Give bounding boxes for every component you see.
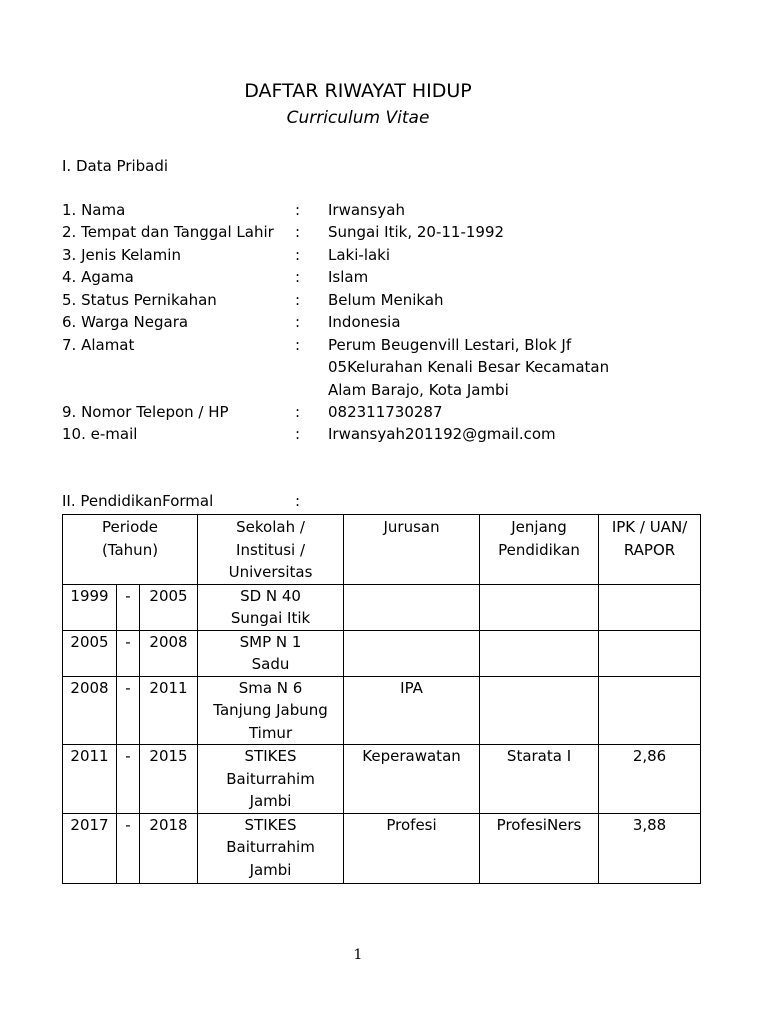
field-label: 5. Status Pernikahan (62, 291, 217, 309)
document-subtitle: Curriculum Vitae (286, 108, 430, 128)
cell-level (480, 630, 599, 676)
cell-start-year: 2005 (63, 630, 117, 676)
field-value-line3: Alam Barajo, Kota Jambi (328, 381, 509, 399)
cell-major: Profesi (344, 813, 480, 883)
cell-major: Keperawatan (344, 745, 480, 814)
cell-dash: - (117, 584, 140, 630)
cell-score: 3,88 (599, 813, 701, 883)
cell-school-line2: Sadu (251, 655, 290, 673)
cell-level (480, 676, 599, 745)
cell-dash: - (117, 676, 140, 745)
cell-major (344, 630, 480, 676)
section-heading-data-pribadi: I. Data Pribadi (62, 157, 169, 175)
cell-start-year: 2011 (63, 745, 117, 814)
cell-start-year: 2017 (63, 813, 117, 883)
field-colon: : (295, 403, 301, 421)
section-heading-colon: : (295, 492, 301, 510)
field-colon: : (295, 291, 301, 309)
table-row (63, 630, 701, 676)
document-title: DAFTAR RIWAYAT HIDUP (244, 80, 472, 102)
cell-end-year: 2005 (140, 584, 198, 630)
field-value: Irwansyah201192@gmail.com (328, 425, 556, 443)
header-sekolah-line3: Universitas (228, 563, 313, 581)
cell-start-year: 2008 (63, 676, 117, 745)
field-colon: : (295, 268, 301, 286)
cell-level: ProfesiNers (480, 813, 599, 883)
cell-school (198, 630, 344, 676)
page-number: 1 (353, 947, 363, 963)
cell-level (480, 584, 599, 630)
field-label: 2. Tempat dan Tanggal Lahir (62, 223, 274, 241)
field-label: 7. Alamat (62, 336, 135, 354)
header-periode-line1: Periode (102, 518, 159, 536)
field-value: Laki-laki (328, 246, 391, 264)
field-colon: : (295, 313, 301, 331)
cell-school-line2: Tanjung Jabung (213, 701, 328, 719)
field-colon: : (295, 246, 301, 264)
field-label: 1. Nama (62, 201, 126, 219)
field-value: Perum Beugenvill Lestari, Blok Jf (328, 336, 572, 354)
cell-school-line3: Timur (248, 723, 293, 742)
cell-dash: - (117, 745, 140, 814)
cell-school-line2: Baiturrahim (226, 769, 315, 788)
field-colon: : (295, 201, 301, 219)
field-value: Islam (328, 268, 369, 286)
field-label: 9. Nomor Telepon / HP (62, 403, 229, 421)
cell-school-line1: STIKES (244, 747, 297, 765)
cell-end-year: 2011 (140, 676, 198, 745)
field-label: 4. Agama (62, 268, 134, 286)
table-row (63, 813, 701, 883)
field-colon: : (295, 425, 301, 443)
cell-school-line3: Jambi (249, 860, 292, 879)
cell-major (344, 584, 480, 630)
cell-score: 2,86 (599, 745, 701, 814)
cell-school (198, 676, 344, 745)
cell-level: Starata I (480, 745, 599, 814)
header-sekolah (198, 515, 344, 585)
field-value-line2: 05Kelurahan Kenali Besar Kecamatan (328, 358, 610, 376)
cell-dash: - (117, 813, 140, 883)
cell-school-line1: Sma N 6 (238, 678, 303, 697)
field-colon: : (295, 223, 301, 241)
table-row (63, 745, 701, 814)
cell-school-line1: SMP N 1 (239, 632, 302, 651)
cell-score (599, 676, 701, 745)
header-sekolah-line2: Institusi / (236, 540, 306, 559)
header-ipk-line2: RAPOR (623, 540, 676, 559)
cell-start-year: 1999 (63, 584, 117, 630)
cell-end-year: 2015 (140, 745, 198, 814)
field-label: 10. e-mail (62, 425, 138, 443)
education-table (62, 514, 701, 884)
cell-school (198, 584, 344, 630)
cell-school (198, 745, 344, 814)
cell-school (198, 813, 344, 883)
field-colon: : (295, 336, 301, 354)
cell-school-line2: Baiturrahim (226, 838, 315, 856)
cell-dash: - (117, 630, 140, 676)
cell-school-line1: SD N 40 (240, 586, 301, 605)
field-value: 082311730287 (328, 403, 443, 421)
header-periode-line2: (Tahun) (101, 540, 159, 559)
cell-end-year: 2018 (140, 813, 198, 883)
table-row (63, 676, 701, 745)
header-jurusan (344, 515, 480, 585)
field-label: 6. Warga Negara (62, 313, 189, 331)
cell-school-line3: Jambi (249, 792, 292, 810)
section-heading-pendidikan: II. PendidikanFormal (62, 492, 214, 510)
header-sekolah-line1: Sekolah / (236, 518, 305, 536)
field-value: Irwansyah (328, 201, 405, 219)
header-ipk (599, 515, 701, 585)
header-periode (63, 515, 198, 585)
header-ipk-line1: IPK / UAN/ (611, 518, 688, 536)
field-value: Sungai Itik, 20-11-1992 (328, 223, 505, 241)
table-header-row (63, 515, 701, 585)
cell-end-year: 2008 (140, 630, 198, 676)
header-jenjang-line2: Pendidikan (498, 540, 580, 559)
cell-score (599, 630, 701, 676)
header-jenjang (480, 515, 599, 585)
cell-score (599, 584, 701, 630)
field-value: Indonesia (328, 313, 401, 331)
cell-major: IPA (344, 676, 480, 745)
cell-school-line2: Sungai Itik (230, 609, 311, 627)
field-value: Belum Menikah (328, 291, 444, 309)
header-jurusan-text: Jurusan (383, 518, 440, 536)
field-label: 3. Jenis Kelamin (62, 246, 181, 264)
header-jenjang-line1: Jenjang (511, 518, 567, 536)
table-row (63, 584, 701, 630)
cell-school-line1: STIKES (244, 815, 297, 834)
